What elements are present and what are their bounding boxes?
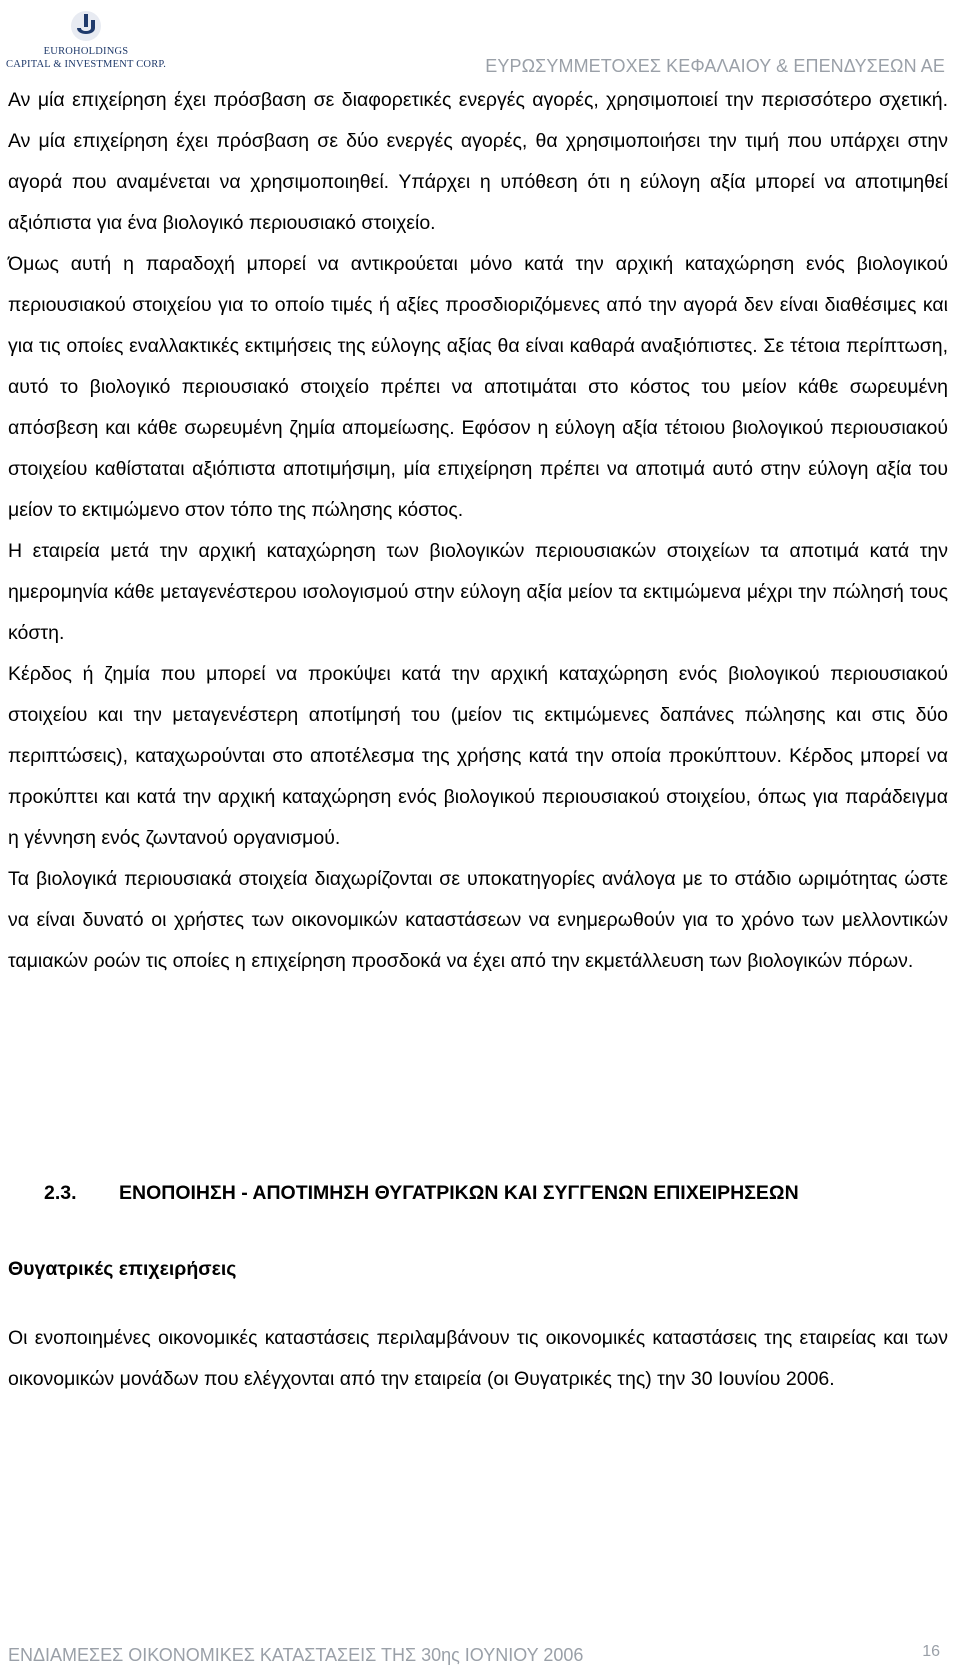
body-paragraph: Κέρδος ή ζημία που μπορεί να προκύψει κατά την αρχική καταχώρηση ενός βιολογικού περιουσιακού στοιχείου και την μεταγενέστερη αποτίμησή του (μείον τις εκτιμώμενες δαπάνες πώλησης και στις δύο περιπτώσεις), καταχωρούνται στο αποτέλεσμα της χρήσης κατά την οποία προκύπτουν. Κέρδος μπορεί να προκύπτει και κατά την αρχική καταχώρηση ενός βιολογικού περιουσιακού στοιχείου, όπως για παράδειγμα η γέννηση ενός ζωντανού οργανισμού. — [8, 663, 948, 849]
body-paragraph: Όμως αυτή η παραδοχή μπορεί να αντικρούεται μόνο κατά την αρχική καταχώρηση ενός βιολογικού περιουσιακού στοιχείου για το οποίο τιμές ή αξίες προσδιοριζόμενες από την αγορά δεν είναι διαθέσιμες και για τις οποίες εναλλακτικές εκτιμήσεις της εύλογης αξίας θα είναι καθαρά αναξιόπιστες. Σε τέτοια περίπτωση, αυτό το βιολογικό περιουσιακό στοιχείο πρέπει να αποτιμάται στο κόστος του μείον κάθε σωρευμένη απόσβεση και κάθε σωρευμένη ζημία απομείωσης. Εφόσον η εύλογη αξία τέτοιου βιολογικού περιουσιακού στοιχείου καθίσταται αξιόπιστα αποτιμήσιμη, μία επιχείρηση πρέπει να αποτιμά αυτό στην εύλογη αξία του μείον το εκτιμώμενο στον τόπο της πώλησης κόστος. — [8, 253, 948, 521]
page-number: 16 — [922, 1643, 940, 1660]
section-number: 2.3. — [44, 1182, 77, 1204]
body-paragraph: Η εταιρεία μετά την αρχική καταχώρηση των βιολογικών περιουσιακών στοιχείων τα αποτιμά κατά την ημερομηνία κάθε μεταγενέστερου ισολογισμού στην εύλογη αξία μείον τα εκτιμώμενα μέχρι την πώλησή τους κόστη. — [8, 540, 948, 644]
company-name-header: ΕΥΡΩΣΥΜΜΕΤΟΧΕΣ ΚΕΦΑΛΑΙΟΥ & ΕΠΕΝΔΥΣΕΩΝ ΑΕ — [485, 56, 945, 76]
logo-text-line2: CAPITAL & INVESTMENT CORP. — [6, 59, 167, 70]
footer-title: ΕΝΔΙΑΜΕΣΕΣ ΟΙΚΟΝΟΜΙΚΕΣ ΚΑΤΑΣΤΑΣΕΙΣ ΤΗΣ 30ης ΙΟΥΝΙΟΥ 2006 — [8, 1645, 584, 1665]
section-paragraph: Οι ενοποιημένες οικονομικές καταστάσεις περιλαμβάνουν τις οικονομικές καταστάσεις της εταιρείας και των οικονομικών μονάδων που ελέγχονται από την εταιρεία (οι Θυγατρικές της) την 30 Ιουνίου 2006. — [8, 1327, 948, 1390]
body-paragraph: Τα βιολογικά περιουσιακά στοιχεία διαχωρίζονται σε υποκατηγορίες ανάλογα με το στάδιο ωριμότητας ώστε να είναι δυνατό οι χρήστες των οικονομικών καταστάσεων να ενημερωθούν για το χρόνο των μελλοντικών ταμιακών ροών τις οποίες η επιχείρηση προσδοκά να έχει από την εκμετάλλευση των βιολογικών πόρων. — [8, 868, 948, 972]
section-body — [8, 1318, 948, 1400]
subheading: Θυγατρικές επιχειρήσεις — [8, 1258, 237, 1280]
document-body — [8, 80, 948, 982]
logo-text-line1: EUROHOLDINGS — [43, 46, 129, 57]
section-title: ΕΝΟΠΟΙΗΣΗ - ΑΠΟΤΙΜΗΣΗ ΘΥΓΑΤΡΙΚΩΝ ΚΑΙ ΣΥΓΓΕΝΩΝ ΕΠΙΧΕΙΡΗΣΕΩΝ — [119, 1182, 799, 1204]
body-paragraph: Αν μία επιχείρηση έχει πρόσβαση σε διαφορετικές ενεργές αγορές, χρησιμοποιεί την περισσότερο σχετική. Αν μία επιχείρηση έχει πρόσβαση σε δύο ενεργές αγορές, θα χρησιμοποιήσει την τιμή που υπάρχει στην αγορά που αναμένεται να χρησιμοποιηθεί. Υπάρχει η υπόθεση ότι η εύλογη αξία μπορεί να αποτιμηθεί αξιόπιστα για ένα βιολογικό περιουσιακό στοιχείο. — [8, 89, 948, 234]
company-logo — [6, 8, 166, 76]
euroholdings-logo-icon — [68, 10, 104, 42]
